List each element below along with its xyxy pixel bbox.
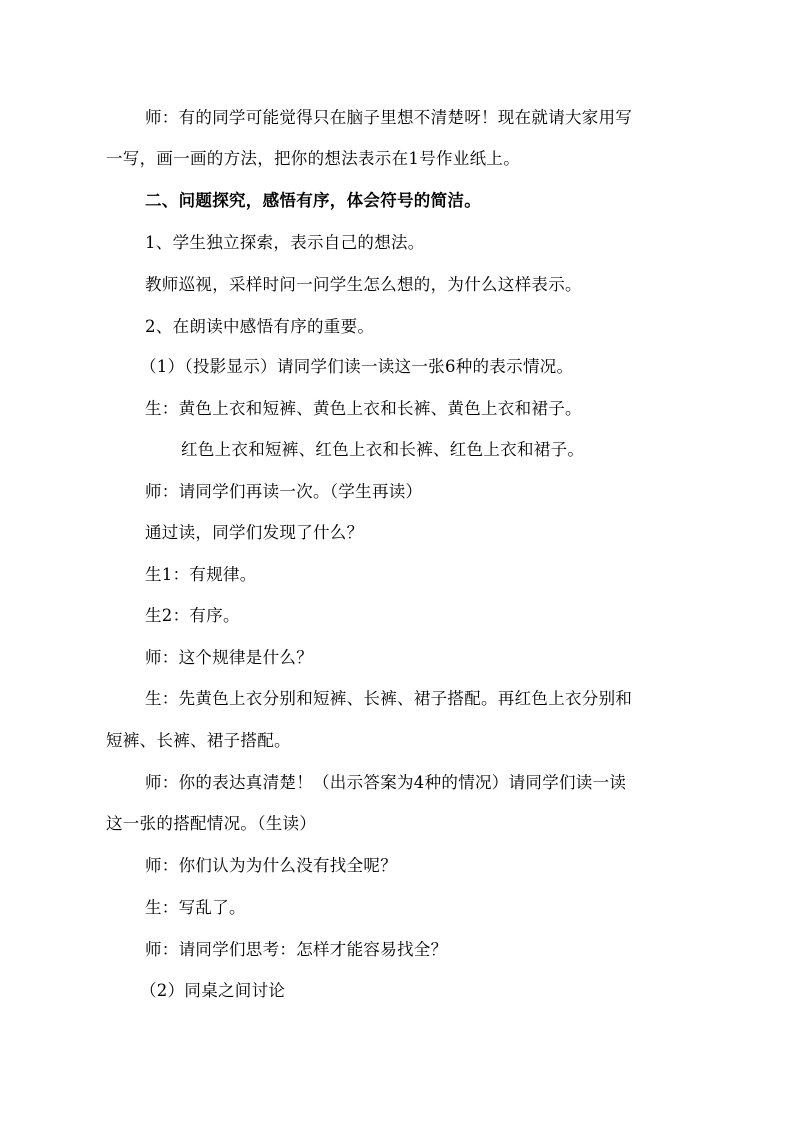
paragraph-line: （2）同桌之间讨论 — [140, 981, 286, 1000]
paragraph-line: 红色上衣和短裤、红色上衣和长裤、红色上衣和裙子。 — [181, 440, 585, 459]
paragraph-line: 生1：有规律。 — [145, 565, 257, 584]
paragraph-line: 师：你们认为为什么没有找全呢？ — [145, 856, 397, 875]
paragraph-line: （1）（投影显示）请同学们读一读这一张6种的表示情况。 — [140, 357, 574, 376]
paragraph-line: 师：请同学们思考：怎样才能容易找全？ — [145, 940, 448, 959]
paragraph-line: 1、学生独立探索，表示自己的想法。 — [145, 233, 425, 252]
paragraph-line: 一写，画一画的方法，把你的想法表示在1号作业纸上。 — [106, 149, 520, 168]
paragraph-line: 2、在朗读中感悟有序的重要。 — [145, 317, 375, 336]
paragraph-line: 这一张的搭配情况。（生读） — [106, 814, 317, 833]
paragraph-line: 师：这个规律是什么？ — [145, 648, 313, 667]
paragraph-line: 师：你的表达真清楚！（出示答案为4种的情况）请同学们读一读 — [145, 773, 627, 792]
paragraph-line: 通过读，同学们发现了什么？ — [145, 523, 364, 542]
paragraph-line: 教师巡视，采样时问一问学生怎么想的，为什么这样表示。 — [145, 275, 582, 294]
paragraph-line: 生：黄色上衣和短裤、黄色上衣和长裤、黄色上衣和裙子。 — [145, 399, 582, 418]
paragraph-line: 师：请同学们再读一次。（学生再读） — [145, 482, 423, 501]
paragraph-line: 生：写乱了。 — [145, 898, 246, 917]
paragraph-line: 短裤、长裤、裙子搭配。 — [106, 731, 291, 750]
paragraph-line: 生：先黄色上衣分别和短裤、长裤、裙子搭配。再红色上衣分别和 — [145, 689, 633, 708]
paragraph-line: 师：有的同学可能觉得只在脑子里想不清楚呀！现在就请大家用写 — [145, 108, 633, 127]
section-heading: 二、问题探究，感悟有序，体会符号的简洁。 — [145, 191, 481, 210]
paragraph-line: 生2：有序。 — [145, 606, 240, 625]
